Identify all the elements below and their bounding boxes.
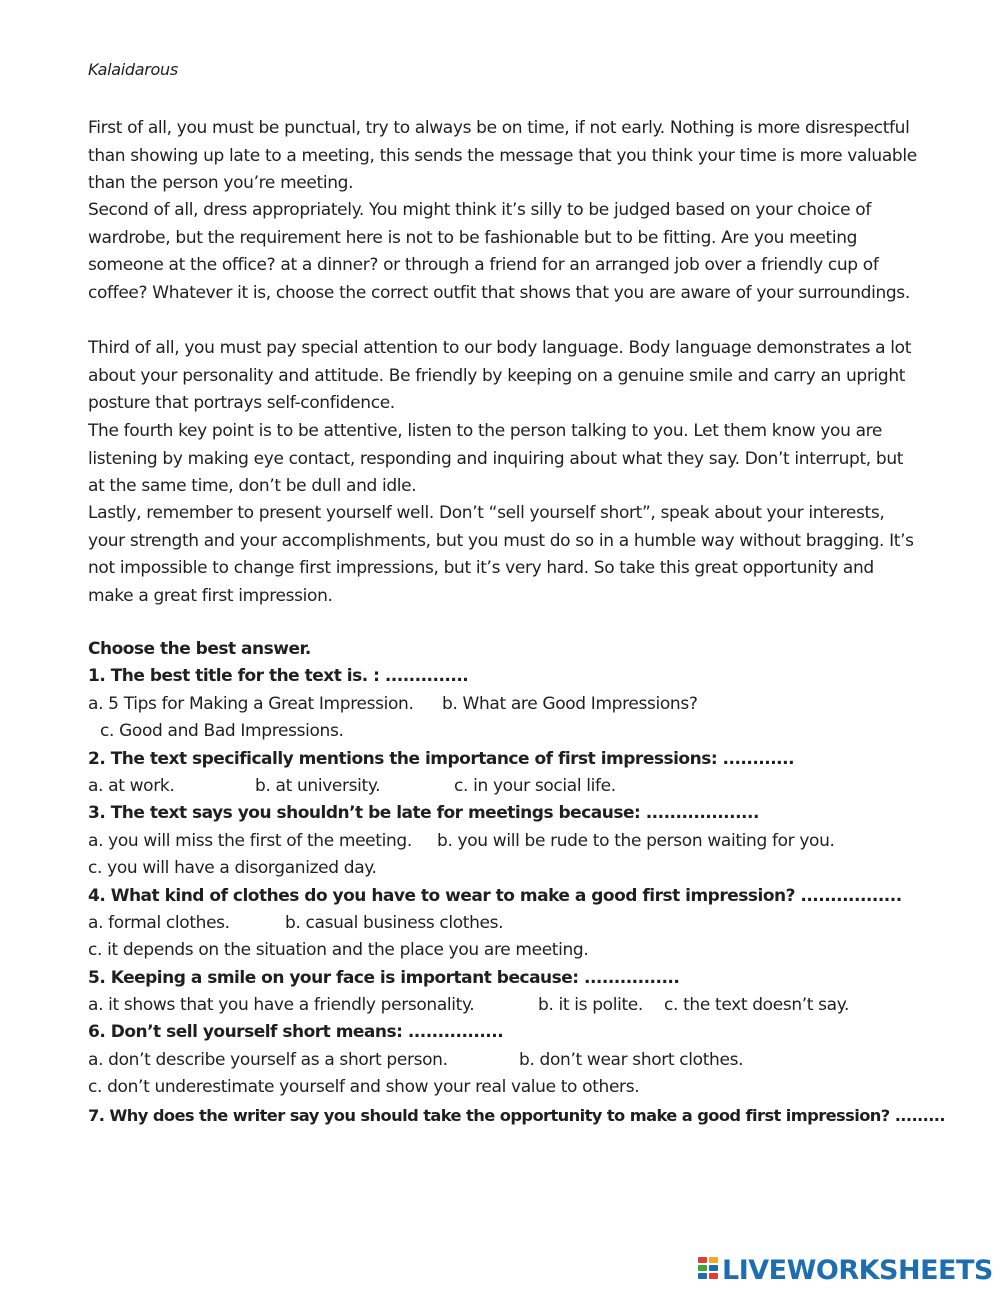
question-5-option-b[interactable]: b. it is polite.: [538, 995, 643, 1016]
question-4-option-c[interactable]: c. it depends on the situation and the place you are meeting.: [88, 940, 589, 961]
question-3-options-row-2: [88, 855, 918, 882]
question-1-option-c[interactable]: c. Good and Bad Impressions.: [100, 721, 344, 742]
question-2-option-b[interactable]: b. at university.: [255, 775, 381, 796]
question-1-option-a[interactable]: a. 5 Tips for Making a Great Impression.: [88, 693, 414, 714]
question-7: 7. Why does the writer say you should take the opportunity to make a good first impression? .........: [88, 1105, 945, 1125]
question-3-option-c[interactable]: c. you will have a disorganized day.: [88, 858, 377, 879]
question-6-option-a[interactable]: a. don’t describe yourself as a short person.: [88, 1049, 448, 1070]
question-4-option-a[interactable]: a. formal clothes.: [88, 912, 230, 933]
question-2-option-c[interactable]: c. in your social life.: [454, 775, 616, 796]
question-3-option-b[interactable]: b. you will be rude to the person waiting for you.: [437, 830, 835, 851]
question-5-option-c[interactable]: c. the text doesn’t say.: [664, 995, 850, 1016]
question-1: 1. The best title for the text is. : ..............: [88, 666, 469, 687]
question-1-options-row: [88, 691, 918, 718]
liveworksheets-logo-text: LIVEWORKSHEETS: [722, 1254, 993, 1286]
question-5-options-row: [88, 992, 918, 1019]
question-6-options-row-2: [88, 1074, 918, 1101]
question-2-options-row: [88, 773, 918, 800]
paragraph-punctual: First of all, you must be punctual, try to always be on time, if not early. Nothing is more disrespectful than showing up late to a meeting, this sends the message that you think your time is more valuable than the person you’re meeting.: [88, 118, 917, 193]
question-6: 6. Don’t sell yourself short means: ................: [88, 1022, 504, 1043]
question-6-options-row: [88, 1047, 918, 1074]
question-1-options-row-2: [88, 718, 918, 745]
paragraph-present-yourself: Lastly, remember to present yourself well. Don’t “sell yourself short”, speak about your interests, your strength and your accomplishments, but you must do so in a humble way without bragging. It’s not impossible to change first impressions, but it’s very hard. So take this great opportunity and make a great first impression.: [88, 503, 914, 606]
author-name: Kalaidarous: [88, 60, 178, 79]
question-4-options-row-2: [88, 937, 918, 964]
paragraph-dress: Second of all, dress appropriately. You might think it’s silly to be judged based on your choice of wardrobe, but the requirement here is not to be fashionable but to be fitting. Are you meeting someone at the office? at a dinner? or through a friend for an arranged job over a friendly cup of coffee? Whatever it is, choose the correct outfit that shows that you are aware of your surroundings.: [88, 200, 910, 303]
liveworksheets-logo-icon: [697, 1255, 719, 1285]
question-3: 3. The text says you shouldn’t be late for meetings because: ...................: [88, 803, 759, 824]
quiz-instruction: Choose the best answer.: [88, 639, 311, 659]
question-4-option-b[interactable]: b. casual business clothes.: [285, 912, 504, 933]
question-3-option-a[interactable]: a. you will miss the first of the meeting.: [88, 830, 412, 851]
question-5: 5. Keeping a smile on your face is important because: ................: [88, 967, 680, 988]
question-1-option-b[interactable]: b. What are Good Impressions?: [442, 693, 698, 714]
question-4-options-row: [88, 910, 918, 937]
quiz-section: [88, 636, 945, 1129]
question-6-option-c[interactable]: c. don’t underestimate yourself and show your real value to others.: [88, 1077, 640, 1098]
question-3-options-row: [88, 828, 918, 855]
question-6-option-b[interactable]: b. don’t wear short clothes.: [519, 1049, 744, 1070]
question-2-option-a[interactable]: a. at work.: [88, 775, 175, 796]
question-4: 4. What kind of clothes do you have to wear to make a good first impression? .................: [88, 885, 902, 906]
question-2: 2. The text specifically mentions the importance of first impressions: ............: [88, 748, 795, 769]
question-5-option-a[interactable]: a. it shows that you have a friendly personality.: [88, 995, 475, 1016]
liveworksheets-logo: [697, 1253, 993, 1287]
paragraph-body-language: Third of all, you must pay special attention to our body language. Body language demonstrates a lot about your personality and attitude. Be friendly by keeping on a genuine smile and carry an upright posture that portrays self-confidence.: [88, 338, 912, 413]
paragraph-attentive: The fourth key point is to be attentive, listen to the person talking to you. Let them know you are listening by making eye contact, responding and inquiring about what they say. Don’t interrupt, but at the same time, don’t be dull and idle.: [88, 421, 904, 496]
